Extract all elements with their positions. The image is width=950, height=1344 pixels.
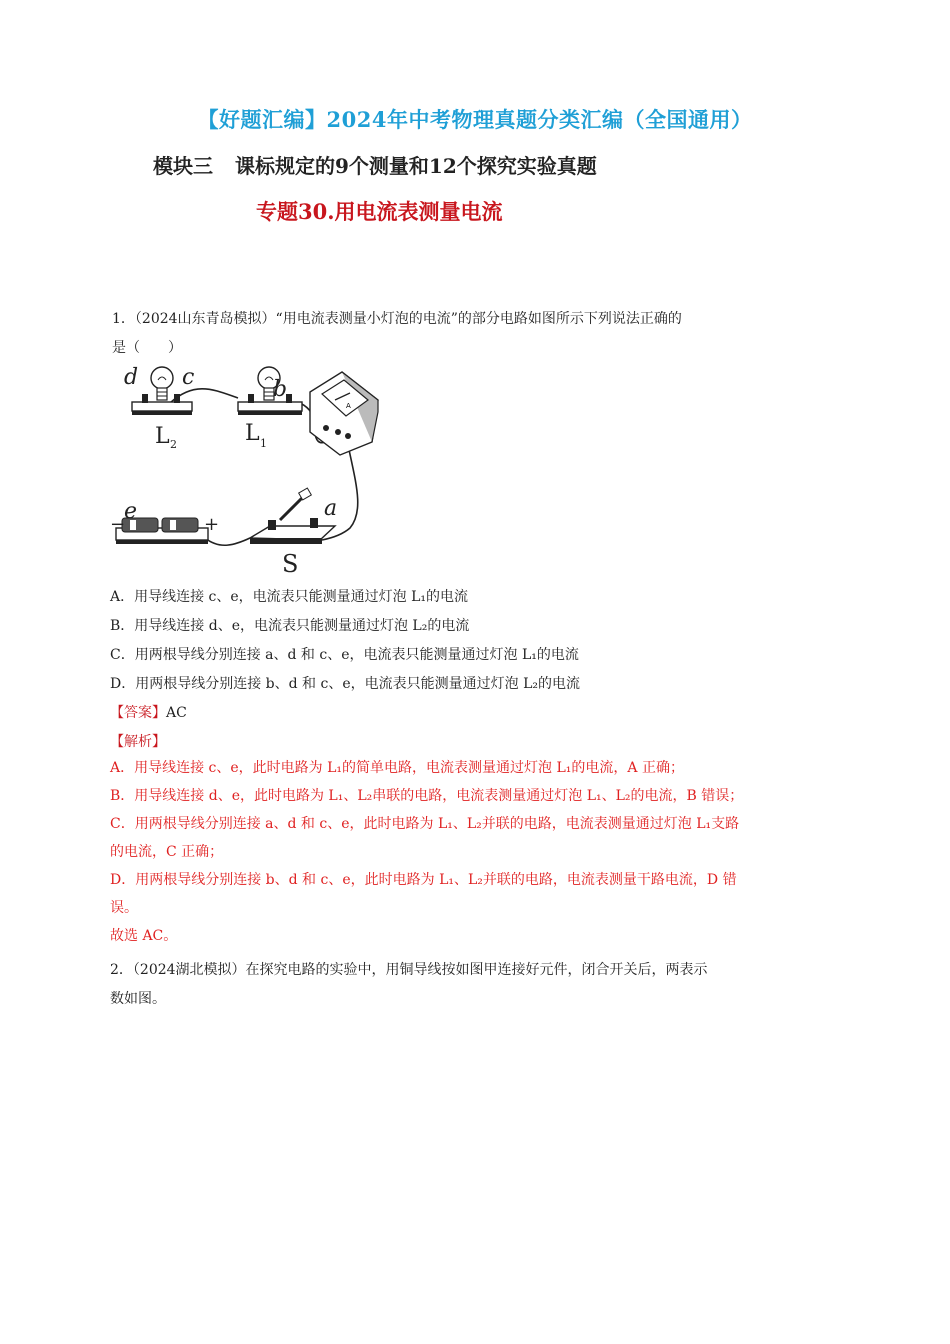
ammeter-symbol: A (346, 402, 351, 410)
module-title: 课标规定的9个测量和12个探究实验真题 (235, 154, 597, 178)
label-l2-sub: 2 (170, 438, 177, 451)
question-2-stem (110, 956, 840, 1014)
option-c: C．用两根导线分别连接 a、d 和 c、e，电流表只能测量通过灯泡 L₁的电流 (110, 647, 579, 663)
question-2-line1: 2．（2024湖北模拟）在探究电路的实验中，用铜导线按如图甲连接好元件，闭合开关后，两表示 (110, 962, 708, 978)
label-a: a (324, 496, 338, 521)
answer-value: AC (166, 705, 187, 721)
label-minus: − (110, 514, 126, 535)
wire-battery-switch (205, 538, 250, 545)
analysis-c-line2: 的电流，C 正确； (110, 844, 224, 860)
analysis-a: A．用导线连接 c、e，此时电路为 L₁的简单电路，电流表测量通过灯泡 L₁的电流，A 正确； (110, 760, 684, 776)
analysis-d-line1: D．用两根导线分别连接 b、d 和 c、e，此时电路为 L₁、L₂并联的电路，电流表测量干路电流，D 错 (110, 872, 737, 888)
document-title: 【好题汇编】2024年中考物理真题分类汇编（全国通用） (197, 107, 753, 132)
question-1-stem (112, 305, 832, 363)
answer-line (110, 702, 187, 722)
label-l1-sub: 1 (260, 437, 267, 450)
topic-heading: 专题30.用电流表测量电流 (256, 199, 503, 224)
option-b: B．用导线连接 d、e，电流表只能测量通过灯泡 L₂的电流 (110, 618, 470, 634)
answer-tag: 【答案】 (110, 705, 166, 721)
switch-s (250, 488, 338, 544)
question-2-line2: 数如图。 (110, 991, 166, 1007)
module-heading (153, 150, 597, 179)
analysis-d-line2: 误。 (110, 900, 138, 916)
option-d: D．用两根导线分别连接 b、d 和 c、e，电流表只能测量通过灯泡 L₂的电流 (110, 676, 580, 692)
label-s: S (282, 550, 299, 578)
label-b: b (273, 377, 288, 402)
label-plus: + (204, 514, 220, 535)
analysis-b: B．用导线连接 d、e，此时电路为 L₁、L₂串联的电路，电流表测量通过灯泡 L₁、L₂的电流，B 错误； (110, 788, 744, 804)
option-a: A．用导线连接 c、e，电流表只能测量通过灯泡 L₁的电流 (110, 589, 469, 605)
analysis-c-line1: C．用两根导线分别连接 a、d 和 c、e，此时电路为 L₁、L₂并联的电路，电流表测量通过灯泡 L₁支路 (110, 816, 740, 832)
circuit-diagram (110, 360, 390, 580)
analysis-body (110, 754, 835, 950)
question-1-line1: 1．（2024山东青岛模拟）“用电流表测量小灯泡的电流”的部分电路如图所示下列说法正确的 (112, 311, 682, 327)
label-l1: L (245, 421, 260, 446)
wire-c-b (170, 389, 238, 403)
lamp-l1 (238, 367, 302, 415)
module-prefix: 模块三 (153, 154, 213, 178)
analysis-conclusion: 故选 AC。 (110, 928, 178, 944)
analysis-tag: 【解析】 (110, 734, 166, 750)
label-e: e (124, 499, 138, 524)
label-d: d (124, 365, 139, 390)
label-l2: L (155, 424, 170, 449)
label-c: c (182, 365, 195, 390)
question-1-line2: 是（ ） (112, 340, 182, 356)
